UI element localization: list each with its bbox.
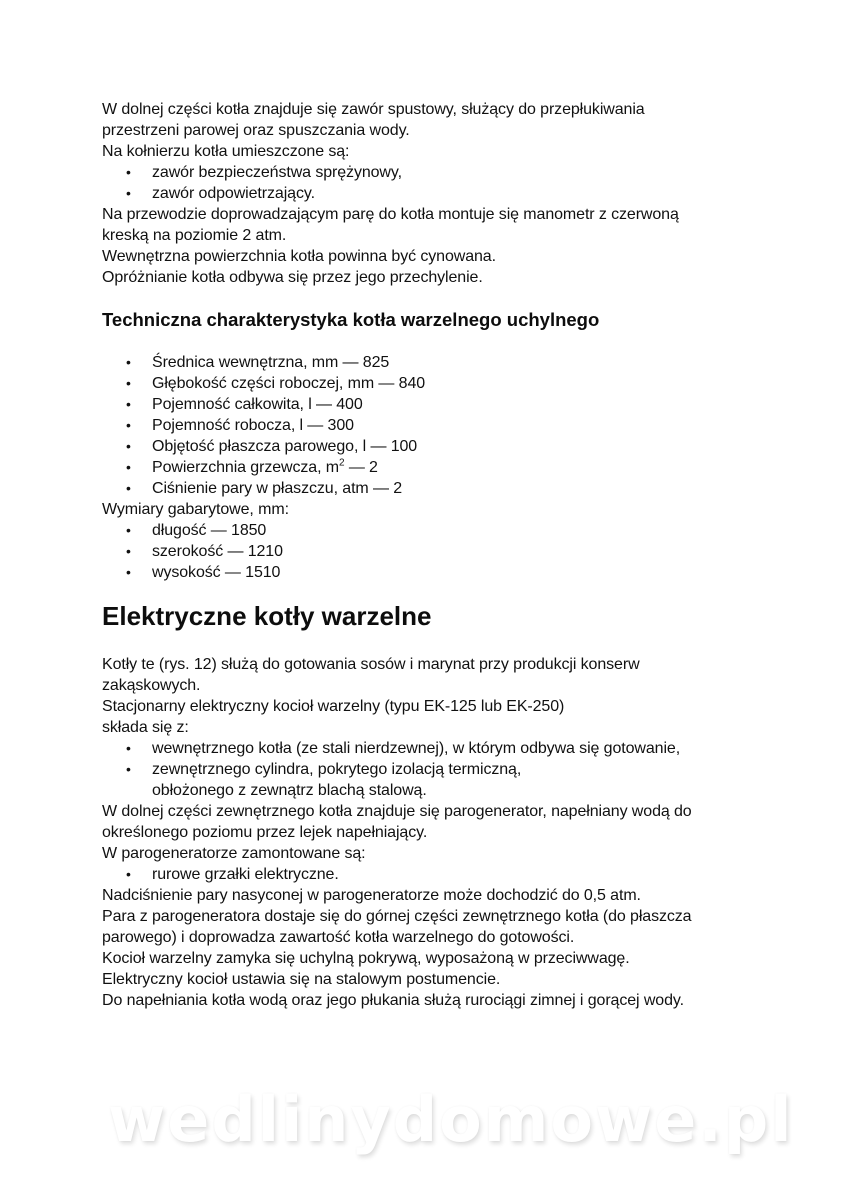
- dimension-text: wysokość — 1510: [152, 564, 281, 581]
- paragraph-line: W dolnej części kotła znajduje się zawór spustowy, służący do przepłukiwania: [102, 101, 645, 118]
- bullet-icon: •: [126, 438, 131, 454]
- paragraph-line: Na przewodzie doprowadzającym parę do kotła montuje się manometr z czerwoną: [102, 206, 679, 223]
- component-item: [102, 759, 752, 801]
- components-list: [102, 738, 752, 801]
- paragraph-line: Do napełniania kotła wodą oraz jego płukania służą rurociągi zimnej i gorącej wody.: [102, 992, 684, 1009]
- paragraph-line: Nadciśnienie pary nasyconej w parogeneratorze może dochodzić do 0,5 atm.: [102, 887, 641, 904]
- manometer-description: [102, 204, 752, 288]
- dimension-item: [102, 562, 752, 583]
- bullet-icon: •: [126, 164, 131, 180]
- spec-text: Głębokość części roboczej, mm — 840: [152, 375, 426, 392]
- list-item-text: zawór bezpieczeństwa sprężynowy,: [152, 164, 402, 181]
- component-item: [102, 738, 752, 759]
- spec-text-after: — 2: [344, 459, 378, 476]
- dimension-item: [102, 541, 752, 562]
- paragraph-line: Para z parogeneratora dostaje się do górnej części zewnętrznego kotła (do płaszcza: [102, 908, 692, 925]
- closing-description: [102, 885, 752, 1011]
- component-text-continued: obłożonego z zewnątrz blachą stalową.: [152, 782, 427, 799]
- bullet-icon: •: [126, 522, 131, 538]
- bullet-icon: •: [126, 375, 131, 391]
- dimension-text: długość — 1850: [152, 522, 267, 539]
- flange-items-list: [102, 162, 752, 204]
- generator-item: [102, 864, 752, 885]
- spec-item: [102, 394, 752, 415]
- valve-description: [102, 99, 752, 162]
- tech-section-heading: Techniczna charakterystyka kotła warzelnego uchylnego: [102, 309, 600, 330]
- spec-superscript: 2: [339, 457, 345, 469]
- spec-item: [102, 352, 752, 373]
- list-item: [102, 183, 752, 204]
- component-text: wewnętrznego kotła (ze stali nierdzewnej), w którym odbywa się gotowanie,: [152, 740, 681, 757]
- spec-item: [102, 457, 752, 478]
- spec-text: Średnica wewnętrzna, mm — 825: [152, 354, 390, 371]
- bullet-icon: •: [126, 459, 131, 475]
- paragraph-line: Kocioł warzelny zamyka się uchylną pokrywą, wyposażoną w przeciwwagę.: [102, 950, 630, 967]
- paragraph-line: Na kołnierzu kotła umieszczone są:: [102, 143, 350, 160]
- paragraph-line: W dolnej części zewnętrznego kotła znajduje się parogenerator, napełniany wodą do: [102, 803, 692, 820]
- paragraph-line: parowego) i doprowadza zawartość kotła warzelnego do gotowości.: [102, 929, 575, 946]
- generator-items-list: [102, 864, 752, 885]
- tech-specs-list: [102, 352, 752, 499]
- bullet-icon: •: [126, 185, 131, 201]
- watermark: wedlinydomowe.pl: [108, 1083, 794, 1156]
- spec-item: [102, 373, 752, 394]
- spec-text: Objętość płaszcza parowego, l — 100: [152, 438, 418, 455]
- paragraph-line: Kotły te (rys. 12) służą do gotowania sosów i marynat przy produkcji konserw: [102, 656, 640, 673]
- document-page: [102, 99, 752, 1011]
- electric-section-heading: Elektryczne kotły warzelne: [102, 601, 432, 631]
- spec-text-before: Powierzchnia grzewcza, m: [152, 459, 339, 476]
- bullet-icon: •: [126, 417, 131, 433]
- spec-item: [102, 415, 752, 436]
- spec-item: [102, 436, 752, 457]
- dimension-item: [102, 520, 752, 541]
- bullet-icon: •: [126, 543, 131, 559]
- spec-text: Ciśnienie pary w płaszczu, atm — 2: [152, 480, 403, 497]
- paragraph-line: zakąskowych.: [102, 677, 201, 694]
- paragraph-line: W parogeneratorze zamontowane są:: [102, 845, 366, 862]
- dimensions-list: [102, 520, 752, 583]
- list-item: [102, 162, 752, 183]
- list-item-text: zawór odpowietrzający.: [152, 185, 315, 202]
- electric-intro: [102, 654, 752, 738]
- spec-item: [102, 478, 752, 499]
- bullet-icon: •: [126, 564, 131, 580]
- paragraph-line: przestrzeni parowej oraz spuszczania wody.: [102, 122, 410, 139]
- generator-item-text: rurowe grzałki elektryczne.: [152, 866, 339, 883]
- paragraph-line: Wewnętrzna powierzchnia kotła powinna być cynowana.: [102, 248, 496, 265]
- spec-text: Pojemność całkowita, l — 400: [152, 396, 363, 413]
- bullet-icon: •: [126, 740, 131, 756]
- paragraph-line: Elektryczny kocioł ustawia się na stalowym postumencie.: [102, 971, 501, 988]
- paragraph-line: składa się z:: [102, 719, 189, 736]
- dimensions-label: Wymiary gabarytowe, mm:: [102, 501, 289, 518]
- bullet-icon: •: [126, 396, 131, 412]
- paragraph-line: Opróżnianie kotła odbywa się przez jego przechylenie.: [102, 269, 483, 286]
- bullet-icon: •: [126, 866, 131, 882]
- component-text: zewnętrznego cylindra, pokrytego izolacją termiczną,: [152, 761, 522, 778]
- bullet-icon: •: [126, 354, 131, 370]
- bullet-icon: •: [126, 761, 131, 777]
- steam-generator-description: [102, 801, 752, 864]
- paragraph-line: Stacjonarny elektryczny kocioł warzelny (typu EK-125 lub EK-250): [102, 698, 565, 715]
- paragraph-line: kreską na poziomie 2 atm.: [102, 227, 287, 244]
- spec-text: Pojemność robocza, l — 300: [152, 417, 354, 434]
- bullet-icon: •: [126, 480, 131, 496]
- paragraph-line: określonego poziomu przez lejek napełniający.: [102, 824, 428, 841]
- dimension-text: szerokość — 1210: [152, 543, 283, 560]
